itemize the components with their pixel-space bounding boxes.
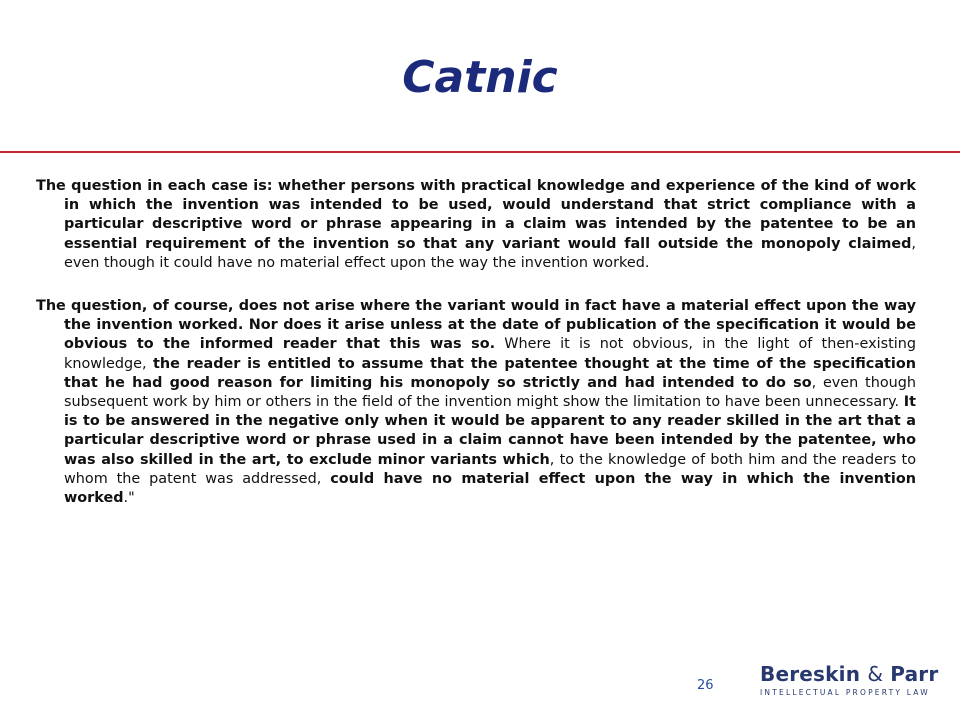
logo-tagline: INTELLECTUAL PROPERTY LAW [760,688,930,697]
logo-ampersand: & [867,662,884,686]
quote-segment: Where it is not obvious, in the light of then-existing knowledge, [64,336,916,372]
page-number: 26 [697,678,714,693]
quote-paragraph-1 [36,177,916,273]
quote-segment: , even though it could have no material effect upon the way the invention worked. [64,235,916,271]
quote-segment: could have no material effect upon the way in which the invention worked [64,470,916,507]
slide-title: Catnic [402,52,558,103]
quote-segment: , even though subsequent work by him or others in the field of the invention might show the limitation to have been unnecessary. [64,374,917,411]
quote-segment: ." [123,490,135,507]
quote-segment: , to the knowledge of both him and the readers to whom the patent was addressed, [64,451,917,487]
title-divider [0,151,960,153]
quote-paragraph-2 [36,297,916,508]
quote-segment: It is to be answered in the negative only when it would be apparent to any reader skilled in the art that a particular descriptive word or phrase used in a claim cannot have been intended by the patentee, who was also skilled in the art, to exclude minor variants which [64,394,916,468]
quote-segment: The question, of course, does not arise where the variant would in fact have a material effect upon the way the invention worked. Nor does it arise unless at the date of publication of the specification it would be obvious to the informed reader that this was so. [36,298,916,353]
firm-logo [760,664,940,697]
logo-name-part1: Bereskin [760,662,861,686]
logo-wordmark [760,664,940,684]
quote-segment: The question in each case is: whether persons with practical knowledge and experience of the kind of work in which the invention was intended to be used, would understand that strict compliance with a particular descriptive word or phrase appearing in a claim was intended by the patentee to be an essential requirement of the invention so that any variant would fall outside the monopoly claimed [36,178,916,252]
quote-body [36,177,916,532]
logo-name-part2: Parr [890,662,939,686]
quote-segment: the reader is entitled to assume that the patentee thought at the time of the specification that he had good reason for limiting his monopoly so strictly and had intended to do so [64,355,916,391]
